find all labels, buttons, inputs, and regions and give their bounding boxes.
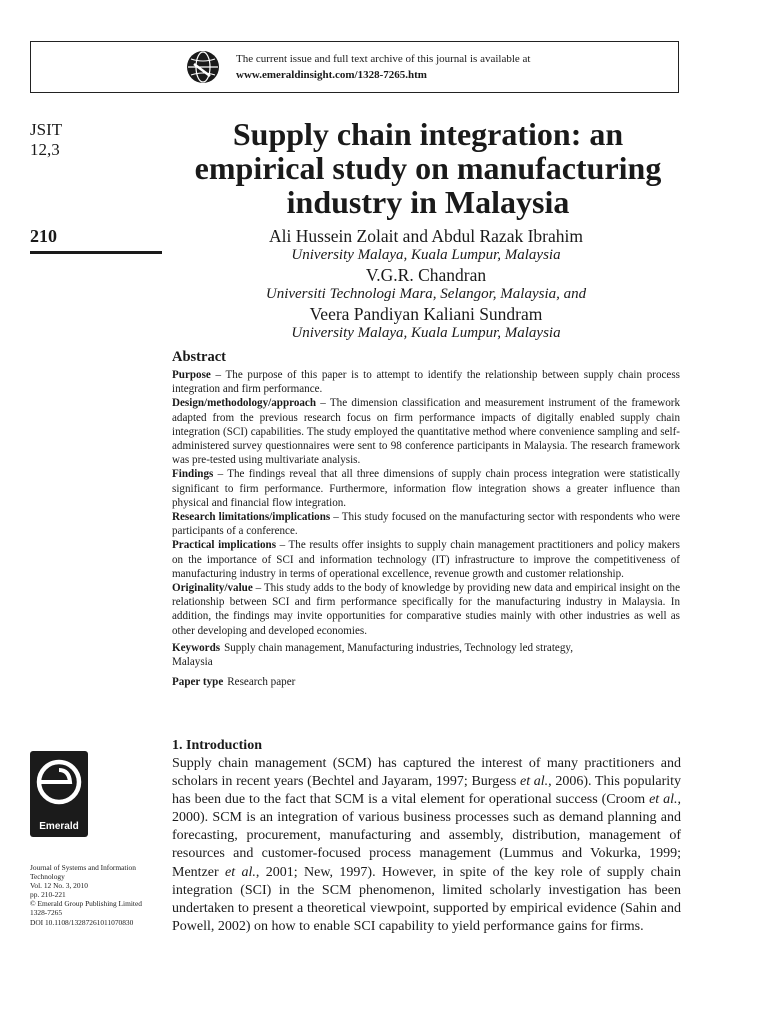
author-name: Ali Hussein Zolait and Abdul Razak Ibrahim (269, 226, 583, 246)
introduction-section (172, 737, 681, 936)
abstract-label: Practical implications (172, 539, 277, 552)
header-url-link[interactable]: www.emeraldinsight.com/1328-7265.htm (236, 69, 427, 81)
paper-type-value: Research paper (227, 676, 296, 689)
abstract-heading: Abstract (172, 349, 226, 365)
intro-text-run-italic: et al. (520, 774, 549, 790)
intro-text-run-italic: et al. (649, 792, 678, 808)
title-line: industry in Malaysia (286, 184, 570, 220)
intro-text-run: , 2006). This popularity has been due to the fact that SCM is a vital element for operational success (Croom (172, 774, 682, 808)
emerald-logo (30, 751, 88, 837)
journal-info-line: © Emerald Group Publishing Limited (30, 899, 142, 909)
globe-icon (186, 50, 220, 84)
title-line: Supply chain integration: an (232, 116, 624, 152)
paper-type-label: Paper type (172, 676, 224, 689)
journal-code: JSIT (30, 120, 63, 139)
journal-info-line: DOI 10.1108/13287261011070830 (30, 917, 134, 927)
logo-wordmark: Emerald (39, 821, 79, 832)
introduction-heading: 1. Introduction (172, 738, 262, 753)
journal-info-line: pp. 210-221 (30, 890, 66, 900)
abstract-label: Research limitations/implications (172, 511, 331, 524)
abstract-practical (172, 538, 680, 581)
intro-text-run-italic: et al. (225, 864, 256, 880)
abstract-text: – The results offer insights to supply chain management practitioners and policy makers on the importance of SCI and information technology (IT) infrastructure to improve the competitiveness of manufacturing industry in terms of operational excellence, revenue growth and customer relationship. (172, 539, 680, 580)
abstract-text: – The purpose of this paper is to attempt to identify the relationship between supply chain process integration and firm performance. (172, 369, 680, 396)
keywords-label: Keywords (172, 641, 221, 654)
author-name: Veera Pandiyan Kaliani Sundram (309, 304, 543, 324)
keywords (172, 641, 680, 669)
introduction-paragraph (172, 755, 681, 936)
abstract-text: – This study adds to the body of knowledge by providing new data and empirical insight on the relationship between SCI and firm performance specifically for the manufacturing industry in Malaysia. In addition, the findings may invite opportunities for comparative studies mainly with other industries as well as other developing and developed economies. (172, 582, 680, 637)
paper-type (172, 675, 680, 689)
page-number-rule (30, 251, 162, 254)
journal-info-line: Technology (30, 872, 65, 882)
journal-info-line: Journal of Systems and Information (30, 863, 136, 872)
author-affiliation: Universiti Technologi Mara, Selangor, Malaysia, and (265, 286, 587, 302)
journal-header-box (30, 41, 679, 93)
abstract-purpose (172, 368, 680, 396)
keywords-text: Supply chain management, Manufacturing industries, Technology led strategy, (224, 641, 573, 654)
abstract-label: Originality/value (172, 582, 253, 595)
abstract-text: – This study focused on the manufacturing sector with respondents who were participants of a conference. (172, 511, 680, 538)
author-affiliation: University Malaya, Kuala Lumpur, Malaysia (291, 247, 561, 263)
emerald-e-icon (30, 751, 88, 815)
keywords-text: Malaysia (172, 656, 213, 669)
journal-info-line: Vol. 12 No. 3, 2010 (30, 881, 88, 891)
abstract-limitations (172, 510, 680, 538)
abstract (172, 348, 680, 689)
paper-title (168, 117, 688, 219)
abstract-label: Findings (172, 468, 214, 481)
author-affiliation: University Malaya, Kuala Lumpur, Malaysia (291, 325, 561, 341)
abstract-originality (172, 581, 680, 638)
abstract-findings (172, 467, 680, 510)
title-line: empirical study on manufacturing (194, 150, 662, 186)
intro-text-run: , 2001; New, 1997). However, in spite of the key role of supply chain integration (SCI) in the SCM phenomenon, limited scholarly investigation has been undertaken to present a theoretical viewpoint, supported by empirical evidence (Sahin and Powell, 2002) on how to enable SCI capability to yield performance gains for firms. (172, 864, 681, 934)
intro-text-run: Supply chain management (SCM) has captured the interest of many practitioners and scholars in recent years (Bechtel and Jayaram, 1997; Burgess (172, 756, 681, 790)
abstract-text: – The dimension classification and measurement instrument of the framework adapted from the previous research focus on firm performance impacts of digitally enabled supply chain integration (SCI) capabilities. The study employed the quantitative method where convenience sampling and self-administered survey questionnaires were sent to 98 conference participants in Malaysia. The research framework was pre-tested using multivariate analysis. (172, 397, 680, 467)
author-block (172, 226, 680, 343)
journal-info (30, 863, 170, 927)
volume-issue: 12,3 (30, 140, 60, 159)
abstract-label: Design/methodology/approach (172, 397, 317, 410)
page-number: 210 (30, 226, 57, 246)
journal-info-line: 1328-7265 (30, 908, 63, 918)
abstract-design (172, 396, 680, 467)
abstract-label: Purpose (172, 369, 211, 381)
intro-text-run: , 2000). SCM is an integration of various business processes such as demand planning and forecasting, procurement, manufacturing and assembly, distribution, management of resources and customer-focused process management (Lummus and Vokurka, 1999; Mentzer (172, 792, 682, 880)
abstract-text: – The findings reveal that all three dimensions of supply chain process integration were statistically significant to firm performance. Furthermore, information flow integration shows a greater influence than physical and financial flow integration. (172, 468, 680, 509)
header-availability-text: The current issue and full text archive of this journal is available at (236, 53, 531, 65)
author-name: V.G.R. Chandran (365, 265, 487, 285)
